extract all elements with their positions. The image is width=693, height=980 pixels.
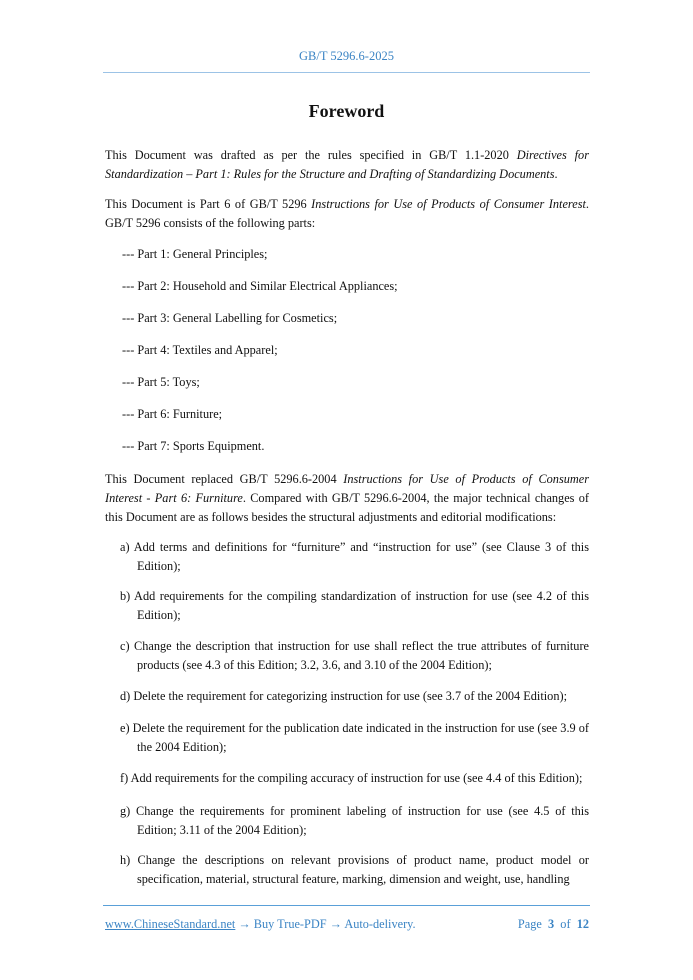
footer-promo-text: → Buy True-PDF → Auto-delivery. [235,917,416,931]
change-item: f) Add requirements for the compiling accuracy of instruction for use (see 4.4 of this Edition); [120,771,583,785]
referenced-title: Directives for Standardization – Part 1: Rules for the Structure and Drafting of Standardizing Documents [105,148,589,181]
change-item: a) Add terms and definitions for “furniture” and “instruction for use” (see Clause 3 of this Edition); [120,540,589,573]
change-item: c) Change the description that instruction for use shall reflect the true attributes of furniture products (see 4.3 of this Edition; 3.2, 3.6, and 3.10 of the 2004 Edition); [120,639,589,672]
page-footer [105,917,589,932]
paragraph-text: This Document replaced GB/T 5296.6-2004 [105,472,344,486]
change-item: g) Change the requirements for prominent labeling of instruction for use (see 4.5 of this Edition; 3.11 of the 2004 Edition); [120,804,589,837]
paragraph-drafting-rules [105,146,589,184]
paragraph-text: This Document is Part 6 of GB/T 5296 [105,197,312,211]
part-list-item: --- Part 3: General Labelling for Cosmetics; [122,311,338,325]
page-title: Foreword [308,101,385,121]
paragraph-text: . Compared with GB/T 5296.6-2004, the major technical changes of this Document are as follows besides the structural adjustments and editorial modifications: [105,491,589,524]
paragraph-text: This Document was drafted as per the rules specified in GB/T 1.1-2020 [105,148,517,162]
footer-promo [105,917,416,932]
part-list-item: --- Part 6: Furniture; [122,407,223,421]
part-list-item: --- Part 7: Sports Equipment. [122,439,265,453]
paragraph-part-of-series [105,195,589,233]
change-item: d) Delete the requirement for categorizing instruction for use (see 3.7 of the 2004 Edition); [120,689,567,703]
total-pages: 12 [576,917,589,931]
footer-divider [103,905,590,906]
change-item: h) Change the descriptions on relevant provisions of product name, product model or specification, material, structural feature, marking, dimension and weight, use, handling [120,853,589,886]
change-item: e) Delete the requirement for the publication date indicated in the instruction for use (see 3.9 of the 2004 Edition); [120,721,589,754]
page-label: Page [517,917,542,931]
website-link[interactable]: www.ChineseStandard.net [105,917,236,931]
document-code-header: GB/T 5296.6-2025 [299,49,394,63]
referenced-title: Instructions for Use of Products of Consumer Interest - Part 6: Furniture [105,472,590,505]
current-page: 3 [547,917,555,931]
part-list-item: --- Part 2: Household and Similar Electrical Appliances; [122,279,398,293]
paragraph-text: . GB/T 5296 consists of the following parts: [105,197,589,230]
paragraph-text: . [554,167,558,181]
part-list-item: --- Part 4: Textiles and Apparel; [122,343,278,357]
page-number [518,917,589,932]
part-list-item: --- Part 1: General Principles; [122,247,268,261]
part-list-item: --- Part 5: Toys; [122,375,200,389]
change-item: b) Add requirements for the compiling standardization of instruction for use (see 4.2 of this Edition); [120,589,589,622]
header-divider [103,72,590,73]
paragraph-replacement [105,470,589,527]
referenced-title: Instructions for Use of Products of Consumer Interest [311,197,586,211]
page-of-label: of [560,917,571,931]
